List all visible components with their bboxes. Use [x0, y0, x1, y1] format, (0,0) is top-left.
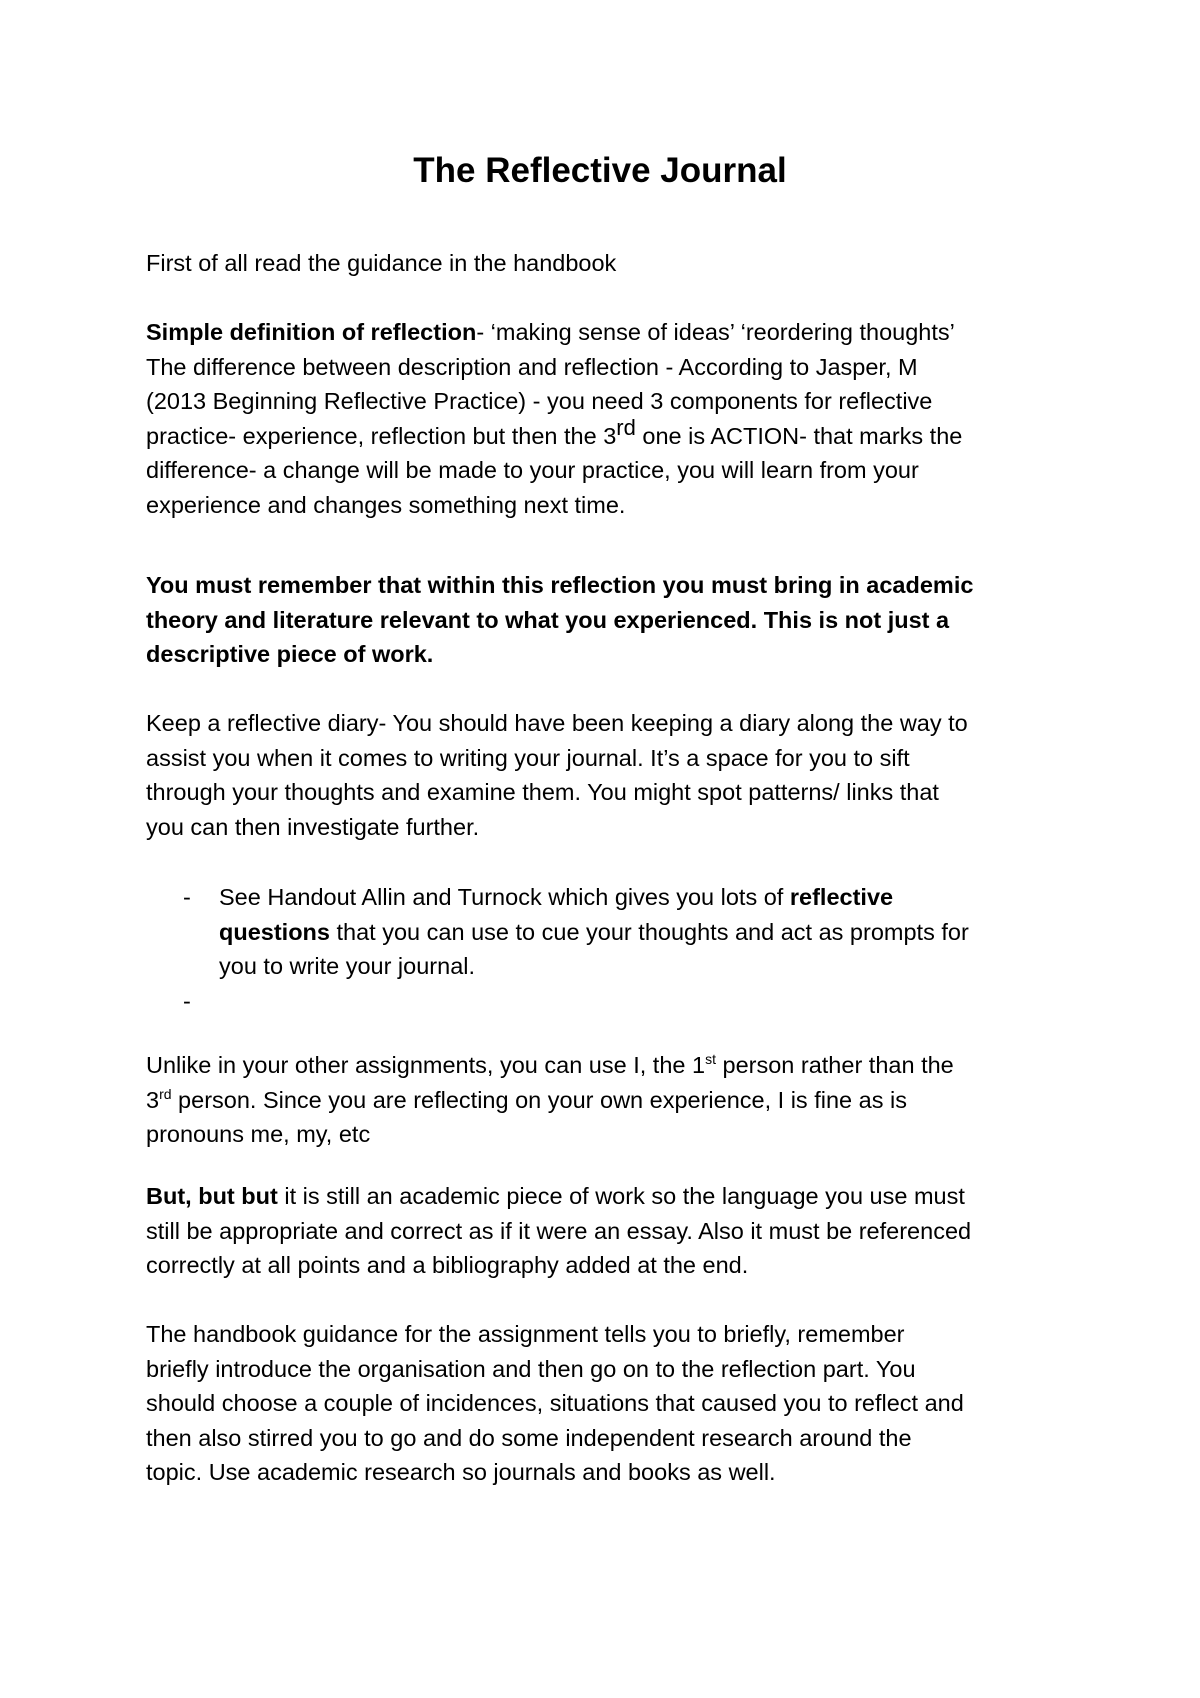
definition-superscript: rd — [616, 414, 636, 440]
bullet-1-line-3: you to write your journal. — [219, 953, 476, 979]
diary-paragraph — [146, 706, 1076, 844]
bullet-item-2-empty — [183, 984, 1083, 1018]
person-paragraph — [146, 1048, 1076, 1152]
person-line-1-before: Unlike in your other assignments, you can use I, the 1 — [146, 1052, 706, 1078]
handbook-line-4: then also stirred you to go and do some independent research around the — [146, 1424, 912, 1451]
definition-bold-label: Simple definition of reflection — [146, 319, 477, 345]
person-line-2 — [146, 1083, 1076, 1118]
bullet-1-line-1 — [219, 880, 969, 915]
handbook-line-5: topic. Use academic research so journals and books as well. — [146, 1459, 776, 1485]
definition-line-4-before: practice- experience, reflection but then the 3 — [146, 422, 617, 449]
handbook-line-1: The handbook guidance for the assignment tells you to briefly, remember — [146, 1321, 905, 1347]
intro-line: First of all read the guidance in the handbook — [146, 250, 617, 276]
academic-line-3: correctly at all points and a bibliography added at the end. — [146, 1252, 749, 1278]
intro-paragraph — [146, 246, 1076, 281]
bullet-1-bold-questions: questions — [219, 918, 330, 945]
definition-paragraph — [146, 315, 1076, 522]
academic-paragraph — [146, 1179, 1076, 1283]
diary-line-4: you can then investigate further. — [146, 813, 480, 840]
remember-line-1: You must remember that within this reflection you must bring in academic — [146, 572, 974, 598]
person-line-2-after: person. Since you are reflecting on your own experience, I is fine as is — [171, 1086, 907, 1113]
bullet-1-line-1-before: See Handout Allin and Turnock which gives you lots of — [219, 884, 790, 910]
definition-line-4-after: one is ACTION- that marks the — [635, 422, 963, 449]
definition-line-1-rest: - ‘making sense of ideas’ ‘reordering thoughts’ — [476, 319, 955, 345]
handbook-line-2: briefly introduce the organisation and then go on to the reflection part. You — [146, 1355, 916, 1382]
bullet-1-line-2 — [219, 915, 969, 950]
bullet-1-line-2-rest: that you can use to cue your thoughts and act as prompts for — [329, 918, 969, 945]
definition-line-2: The difference between description and reflection - According to Jasper, M — [146, 353, 918, 380]
remember-line-3: descriptive piece of work. — [146, 641, 434, 667]
academic-line-2: still be appropriate and correct as if it were an essay. Also it must be referenced — [146, 1217, 972, 1244]
diary-line-1: Keep a reflective diary- You should have been keeping a diary along the way to — [146, 710, 968, 736]
handbook-paragraph — [146, 1317, 1076, 1490]
person-line-2-before: 3 — [146, 1086, 160, 1113]
bullet-1-bold-reflective: reflective — [789, 884, 894, 910]
academic-line-1 — [146, 1179, 1076, 1214]
person-line-1-after: person rather than the — [715, 1052, 954, 1078]
person-superscript-st: st — [705, 1051, 716, 1068]
definition-line-4 — [146, 414, 1076, 454]
page-title: The Reflective Journal — [413, 151, 787, 190]
diary-line-3: through your thoughts and examine them. You might spot patterns/ links that — [146, 779, 939, 805]
person-line-3: pronouns me, my, etc — [146, 1121, 371, 1147]
bullet-dash-2: - — [183, 988, 191, 1014]
bullet-item-1-text — [219, 880, 969, 984]
remember-paragraph — [146, 568, 1076, 672]
person-superscript-rd: rd — [159, 1085, 172, 1102]
diary-line-2: assist you when it comes to writing your journal. It’s a space for you to sift — [146, 744, 910, 771]
academic-line-1-rest: it is still an academic piece of work so the language you use must — [277, 1183, 965, 1209]
academic-bold-but: But, but but — [146, 1183, 278, 1209]
handbook-line-3: should choose a couple of incidences, situations that caused you to reflect and — [146, 1390, 964, 1416]
person-line-1 — [146, 1048, 1076, 1083]
remember-line-2: theory and literature relevant to what you experienced. This is not just a — [146, 606, 950, 633]
bullet-item-1 — [183, 880, 1083, 984]
definition-line-6: experience and changes something next time. — [146, 491, 626, 518]
bullet-dash-1: - — [183, 884, 191, 910]
definition-line-1 — [146, 315, 1076, 350]
definition-line-5: difference- a change will be made to your practice, you will learn from your — [146, 457, 919, 483]
definition-line-3: (2013 Beginning Reflective Practice) - you need 3 components for reflective — [146, 388, 933, 414]
